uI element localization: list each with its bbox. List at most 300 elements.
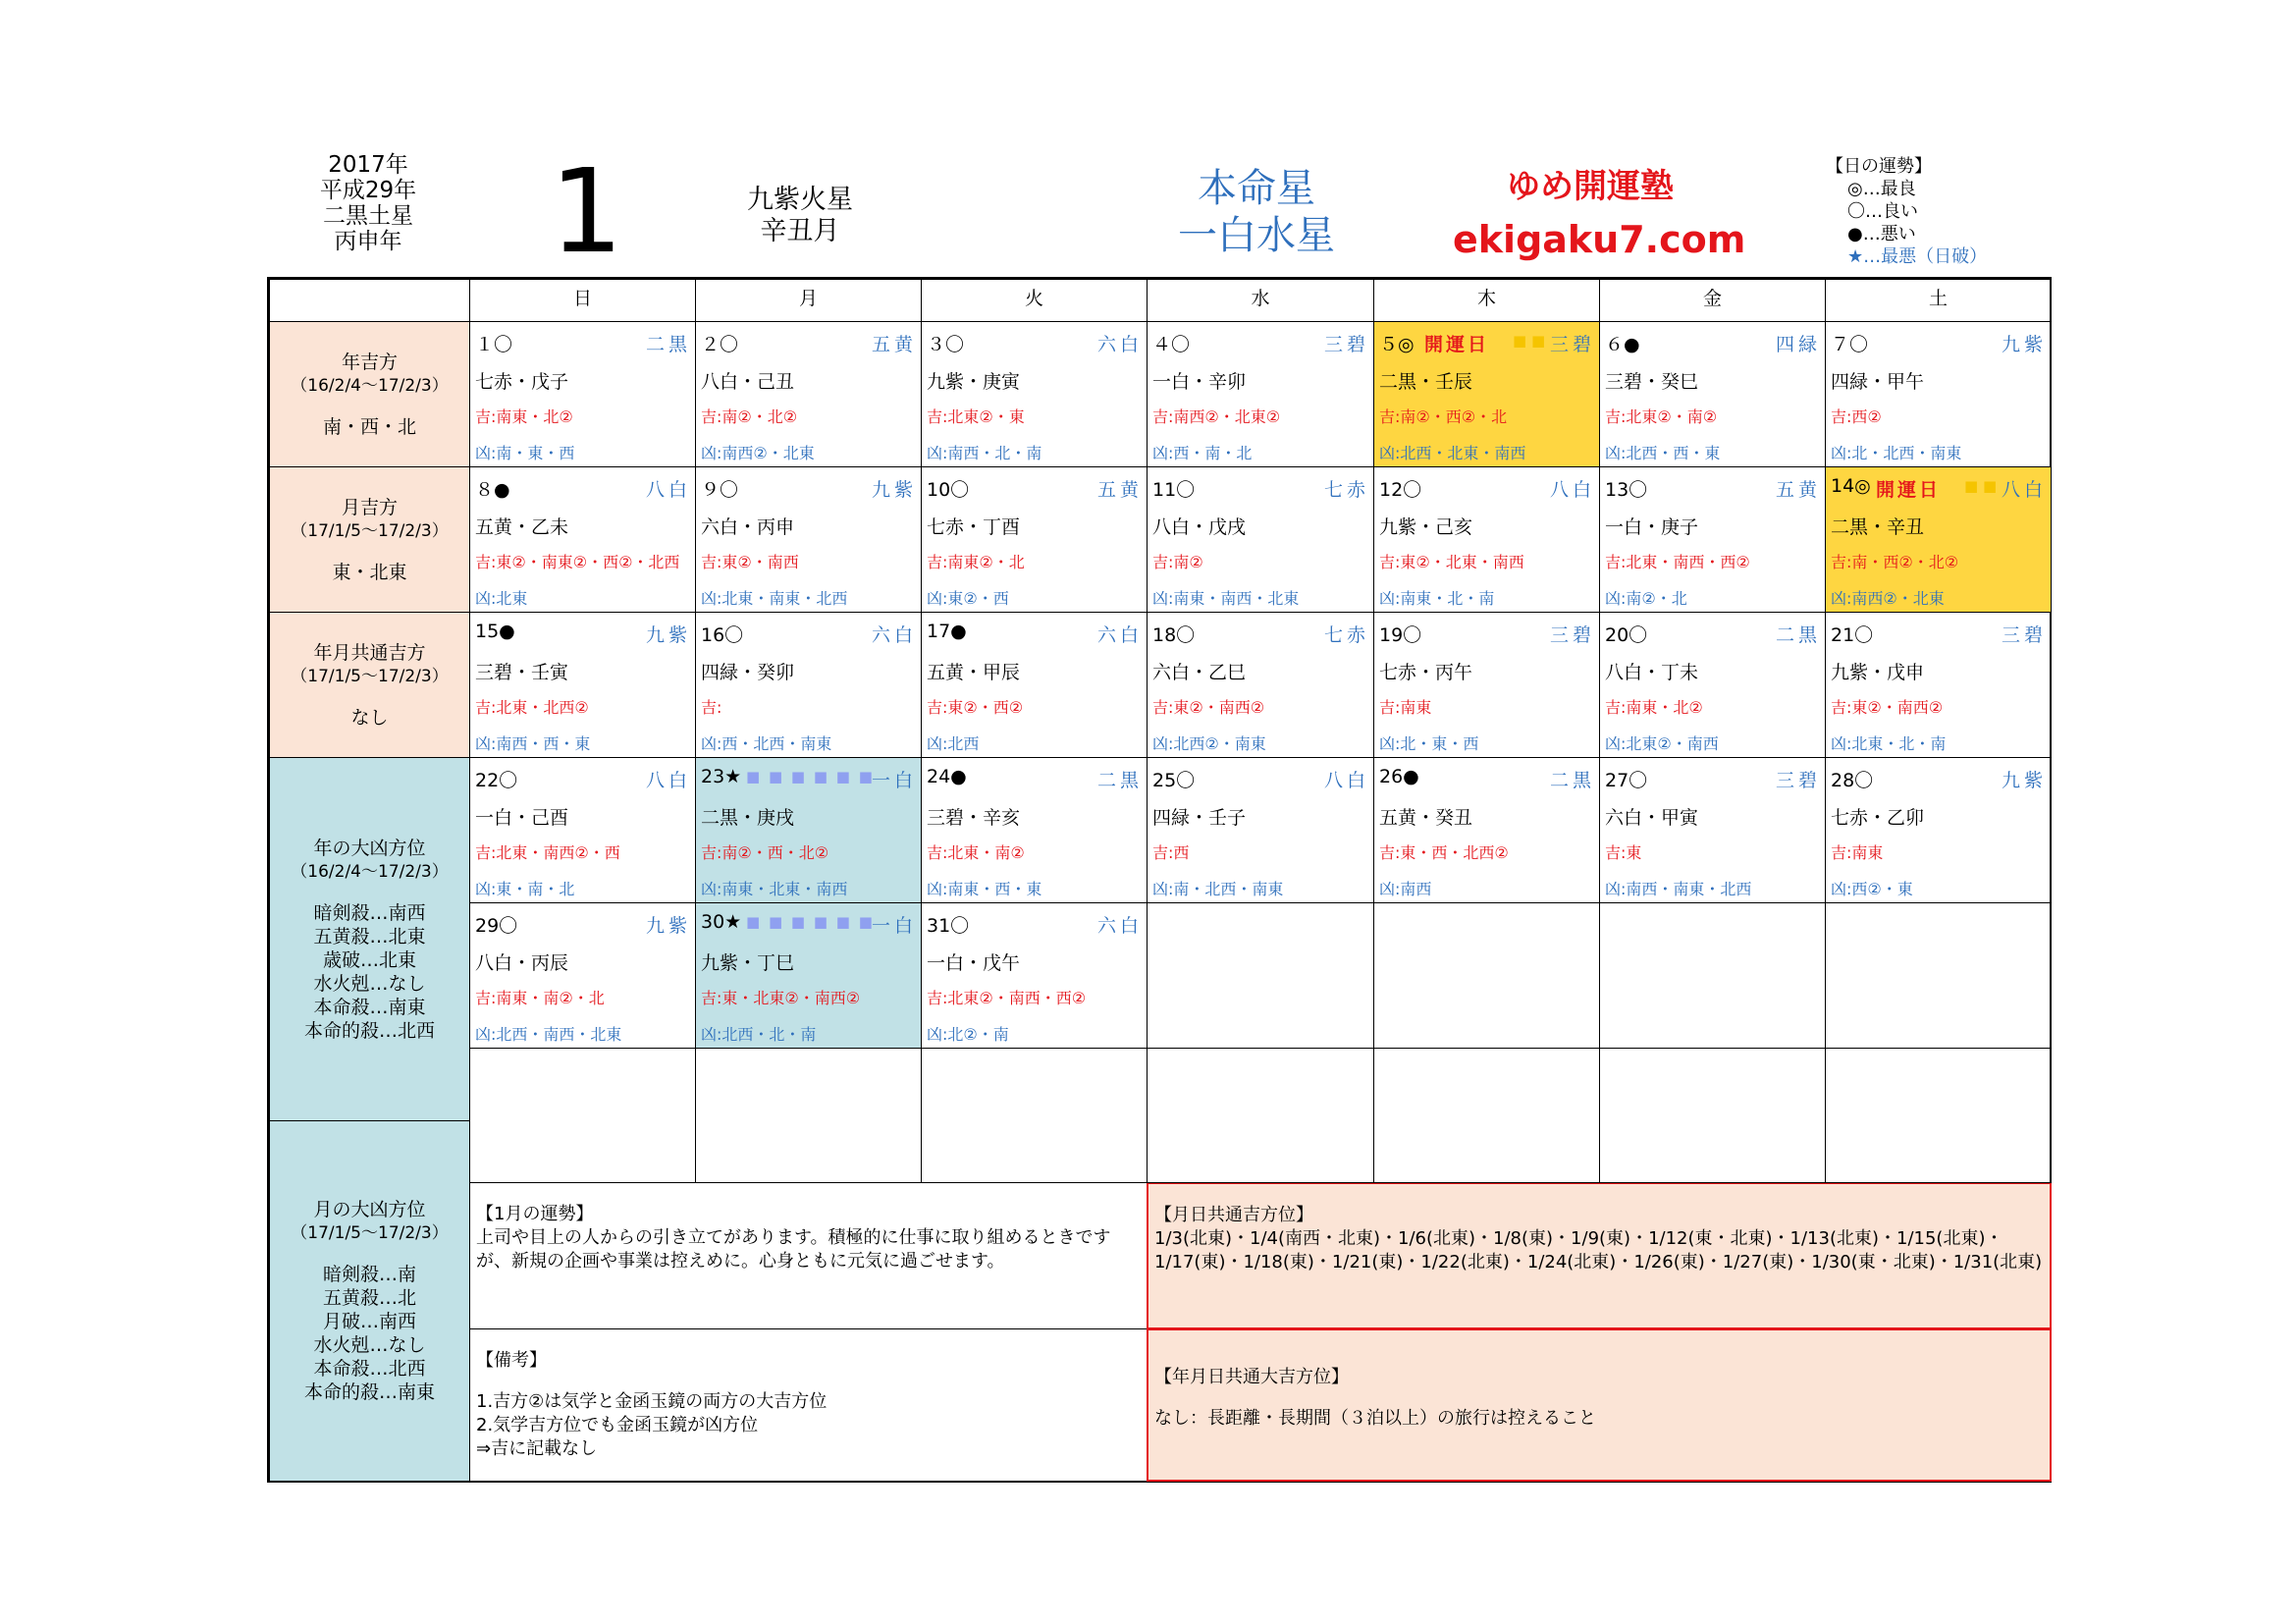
day-kichi: 吉:東②・南西 xyxy=(701,553,799,571)
day-number: ３〇 xyxy=(927,334,965,355)
day-kyo: 凶:北東②・南西 xyxy=(1605,734,1719,753)
weekday-header: 火 xyxy=(921,279,1148,322)
weekday-header: 日 xyxy=(469,279,696,322)
sidebar-title: 年月共通吉方 xyxy=(313,641,426,664)
weekday-header: 月 xyxy=(695,279,922,322)
day-top xyxy=(1379,766,1595,789)
day-number: ８● xyxy=(475,479,510,501)
day-kanshi: 五黄・癸丑 xyxy=(1379,807,1473,829)
sidebar-line: 本命的殺…南東 xyxy=(303,1381,435,1403)
day-kichi: 吉: xyxy=(701,698,722,717)
day-kyo: 凶:北西・南西・北東 xyxy=(475,1025,622,1044)
day-kyo: 凶:南・北西・南東 xyxy=(1152,880,1284,898)
day-cell xyxy=(921,612,1148,758)
day-top xyxy=(1605,330,1821,353)
day-kanshi: 八白・己丑 xyxy=(701,371,795,393)
weekday-header: 土 xyxy=(1825,279,2052,322)
sidebar-title: 年の大凶方位 xyxy=(313,837,426,859)
corner-cell xyxy=(269,279,470,322)
day-kyo: 凶:北西・北・南 xyxy=(701,1025,817,1044)
day-number: 29〇 xyxy=(475,915,518,937)
nine-star: 三碧 xyxy=(2001,624,2047,646)
nine-star: 八白 xyxy=(645,770,691,791)
day-kanshi: 八白・丙辰 xyxy=(475,952,569,974)
day-kyo: 凶:南・東・西 xyxy=(475,444,575,462)
day-kyo: 凶:北西・北東・南西 xyxy=(1379,444,1526,462)
great-common-note xyxy=(1147,1328,2052,1482)
nine-star: 六白 xyxy=(1096,915,1143,937)
day-top xyxy=(1379,475,1595,499)
day-kanshi: 一白・己酉 xyxy=(475,807,569,829)
day-cell xyxy=(469,757,696,903)
nine-star: 五黄 xyxy=(871,334,917,355)
great-common-title: 【年月日共通大吉方位】 xyxy=(1154,1367,1349,1387)
year-info xyxy=(294,152,442,254)
day-cell xyxy=(1147,321,1374,467)
day-number: 19〇 xyxy=(1379,624,1422,646)
nine-star: 五黄 xyxy=(1775,479,1821,501)
remarks-title: 【備考】 xyxy=(476,1350,547,1371)
day-kanshi: 六白・乙巳 xyxy=(1152,662,1247,683)
legend xyxy=(1826,155,1987,268)
year-line: 丙申年 xyxy=(334,229,402,254)
day-cell xyxy=(695,757,922,903)
day-top xyxy=(927,475,1143,499)
empty-day-cell xyxy=(921,1048,1148,1183)
worst-day-squares-icon: ■ ■ ■ ■ ■ ■ xyxy=(746,768,875,785)
nine-star: 九紫 xyxy=(645,915,691,937)
nine-star: 六白 xyxy=(871,624,917,646)
day-top xyxy=(927,621,1143,644)
day-kichi: 吉:南・西②・北② xyxy=(1831,553,1959,571)
legend-item: ●…悪い xyxy=(1847,224,1916,244)
day-kanshi: 一白・庚子 xyxy=(1605,516,1699,538)
day-kichi: 吉:南東②・北 xyxy=(927,553,1025,571)
nine-star: 八白 xyxy=(2001,479,2047,501)
day-cell xyxy=(469,612,696,758)
day-kanshi: 七赤・丁酉 xyxy=(927,516,1021,538)
day-top xyxy=(1152,766,1369,789)
day-cell xyxy=(1147,757,1374,903)
day-kanshi: 九紫・庚寅 xyxy=(927,371,1021,393)
empty-day-cell xyxy=(1599,1048,1826,1183)
day-kanshi: 四緑・甲午 xyxy=(1831,371,1925,393)
day-cell xyxy=(1147,612,1374,758)
day-kyo: 凶:北西・西・東 xyxy=(1605,444,1721,462)
day-number: 17● xyxy=(927,621,967,642)
empty-day-cell xyxy=(1147,1048,1374,1183)
day-kyo: 凶:北東・北・南 xyxy=(1831,734,1947,753)
day-kyo: 凶:南西②・北東 xyxy=(1831,589,1945,608)
day-top xyxy=(1831,330,2047,353)
day-top xyxy=(475,621,691,644)
day-kichi: 吉:北東②・南西・西② xyxy=(927,989,1087,1007)
legend-item: ★…最悪（日破） xyxy=(1847,246,1988,267)
nine-star: 三碧 xyxy=(1549,334,1595,355)
day-kanshi: 一白・戊午 xyxy=(927,952,1021,974)
day-kyo: 凶:北西 xyxy=(927,734,980,753)
sidebar-line: 水火剋…なし xyxy=(313,1334,426,1356)
empty-day-cell xyxy=(1373,902,1600,1049)
nine-star: 二黒 xyxy=(1775,624,1821,646)
nine-star: 一白 xyxy=(871,770,917,791)
month-star xyxy=(741,185,859,247)
day-kanshi: 六白・甲寅 xyxy=(1605,807,1699,829)
day-kanshi: 三碧・辛亥 xyxy=(927,807,1021,829)
day-top xyxy=(475,330,691,353)
fortune-note xyxy=(469,1182,1148,1329)
day-cell xyxy=(1373,612,1600,758)
day-kichi: 吉:南東・南②・北 xyxy=(475,989,605,1007)
day-kichi: 吉:南東 xyxy=(1831,843,1884,862)
day-cell xyxy=(1599,612,1826,758)
day-kyo: 凶:南東・西・東 xyxy=(927,880,1042,898)
day-kanshi: 八白・丁未 xyxy=(1605,662,1699,683)
day-kyo: 凶:南西 xyxy=(1379,880,1432,898)
day-kichi: 吉:東・北東②・南西② xyxy=(701,989,861,1007)
kaiun-label: 開運日 xyxy=(1424,334,1490,355)
day-number: 26● xyxy=(1379,766,1419,787)
day-kanshi: 二黒・辛丑 xyxy=(1831,516,1925,538)
day-kanshi: 七赤・丙午 xyxy=(1379,662,1473,683)
worst-day-squares-icon: ■ ■ ■ ■ ■ ■ xyxy=(746,913,875,931)
day-kyo: 凶:南西②・北東 xyxy=(701,444,815,462)
day-kichi: 吉:東②・北東・南西 xyxy=(1379,553,1524,571)
day-kanshi: 九紫・己亥 xyxy=(1379,516,1473,538)
day-kichi: 吉:南②・西②・北 xyxy=(1379,407,1508,426)
day-kichi: 吉:東②・南西② xyxy=(1152,698,1265,717)
day-number: 16〇 xyxy=(701,624,744,646)
nine-star: 五黄 xyxy=(1096,479,1143,501)
empty-day-cell xyxy=(1825,1048,2052,1183)
day-cell xyxy=(921,757,1148,903)
day-kanshi: 九紫・丁巳 xyxy=(701,952,795,974)
day-kichi: 吉:北東・南② xyxy=(927,843,1025,862)
day-kanshi: 六白・丙申 xyxy=(701,516,795,538)
day-top xyxy=(475,766,691,789)
day-number: 14◎ xyxy=(1831,475,1871,497)
day-cell xyxy=(1825,612,2052,758)
remarks-note xyxy=(469,1328,1148,1482)
sidebar-title: 月吉方 xyxy=(341,496,398,518)
day-kichi: 吉:南② xyxy=(1152,553,1203,571)
day-kichi: 吉:北東②・東 xyxy=(927,407,1025,426)
great-common-text: なし：長距離・長期間（３泊以上）の旅行は控えること xyxy=(1154,1408,1596,1429)
day-kichi: 吉:南②・北② xyxy=(701,407,798,426)
day-kyo: 凶:西・南・北 xyxy=(1152,444,1253,462)
day-kyo: 凶:西・北西・南東 xyxy=(701,734,832,753)
sidebar-month-kyo xyxy=(269,1120,470,1482)
day-kichi: 吉:東②・南東②・西②・北西 xyxy=(475,553,680,571)
day-kyo: 凶:南西・西・東 xyxy=(475,734,591,753)
day-kichi: 吉:西 xyxy=(1152,843,1190,862)
day-kanshi: 七赤・戊子 xyxy=(475,371,569,393)
day-number: 11〇 xyxy=(1152,479,1196,501)
highlight-squares-icon: ■ ■ xyxy=(1513,332,1546,350)
day-kichi: 吉:北東・北西② xyxy=(475,698,589,717)
day-cell xyxy=(1599,757,1826,903)
sidebar-range: （17/1/5～17/2/3） xyxy=(291,666,449,686)
day-top xyxy=(1831,475,2047,499)
day-top xyxy=(1379,330,1595,353)
day-number: 13〇 xyxy=(1605,479,1648,501)
day-cell xyxy=(469,466,696,613)
day-number: 18〇 xyxy=(1152,624,1196,646)
day-number: 22〇 xyxy=(475,770,518,791)
sidebar-year-kyo xyxy=(269,757,470,1121)
day-cell xyxy=(921,321,1148,467)
day-kichi: 吉:東②・西② xyxy=(927,698,1024,717)
day-kichi: 吉:南②・西・北② xyxy=(701,843,829,862)
day-kyo: 凶:北②・南 xyxy=(927,1025,1009,1044)
day-number: 31〇 xyxy=(927,915,970,937)
day-cell xyxy=(1373,757,1600,903)
day-top xyxy=(1605,475,1821,499)
day-cell xyxy=(469,321,696,467)
year-line: 平成29年 xyxy=(319,178,417,203)
month-number: 1 xyxy=(550,143,624,279)
sidebar-line: 本命殺…南東 xyxy=(313,996,426,1018)
day-top xyxy=(1605,621,1821,644)
nine-star: 九紫 xyxy=(2001,770,2047,791)
day-kichi: 吉:北東・南西②・西 xyxy=(475,843,620,862)
day-kanshi: 九紫・戊申 xyxy=(1831,662,1925,683)
sidebar-line: 暗剣殺…南西 xyxy=(313,901,426,924)
sidebar-value: なし xyxy=(350,706,389,729)
fortune-title: 【1月の運勢】 xyxy=(476,1204,594,1224)
sidebar-year-kichi xyxy=(269,321,470,467)
sidebar-line: 本命的殺…北西 xyxy=(303,1019,435,1042)
sidebar-line: 水火剋…なし xyxy=(313,972,426,995)
day-cell xyxy=(1825,466,2052,613)
common-day-text: 1/3(北東)・1/4(南西・北東)・1/6(北東)・1/8(東)・1/9(東)・1/12(東・北東)・1/13(北東)・1/15(北東)・1/17(東)・1/18(東)・1/21(東)・1/22(北東)・1/24(北東)・1/26(東)・1/27(東)・1/30(東・北東)・1/31(北東) xyxy=(1154,1228,2043,1272)
day-cell xyxy=(1825,757,2052,903)
day-kichi: 吉:南東・北② xyxy=(1605,698,1703,717)
brand-site: ekigaku7.com xyxy=(1453,218,1746,261)
day-number: ７〇 xyxy=(1831,334,1869,355)
day-kyo: 凶:南西・北・南 xyxy=(927,444,1042,462)
empty-day-cell xyxy=(1147,902,1374,1049)
remarks-line: 2.気学吉方位でも金函玉鏡が凶方位 xyxy=(476,1415,759,1435)
day-top xyxy=(701,621,917,644)
day-kyo: 凶:南東・北東・南西 xyxy=(701,880,848,898)
honmei-line: 本命星 xyxy=(1198,166,1315,211)
day-top xyxy=(701,475,917,499)
nine-star: 七赤 xyxy=(1323,479,1369,501)
day-top xyxy=(475,475,691,499)
empty-day-cell xyxy=(1599,902,1826,1049)
day-number: ６● xyxy=(1605,334,1640,355)
day-cell xyxy=(695,612,922,758)
day-top xyxy=(1379,621,1595,644)
day-kichi: 吉:南西②・北東② xyxy=(1152,407,1281,426)
remarks-line: ⇒吉に記載なし xyxy=(476,1438,598,1459)
day-top xyxy=(1831,766,2047,789)
day-kyo: 凶:北東・南東・北西 xyxy=(701,589,848,608)
nine-star: 六白 xyxy=(1096,334,1143,355)
sidebar-value: 東・北東 xyxy=(332,561,407,583)
day-kanshi: 一白・辛卯 xyxy=(1152,371,1247,393)
day-top xyxy=(475,911,691,935)
day-cell xyxy=(695,902,922,1049)
day-number: ２〇 xyxy=(701,334,739,355)
nine-star: 七赤 xyxy=(1323,624,1369,646)
nine-star: 三碧 xyxy=(1549,624,1595,646)
brand-name: ゆめ開運塾 xyxy=(1507,167,1674,206)
day-kichi: 吉:南東・北② xyxy=(475,407,573,426)
sidebar-line: 暗剣殺…南 xyxy=(322,1264,416,1285)
remarks-line: 1.吉方②は気学と金函玉鏡の両方の大吉方位 xyxy=(476,1391,828,1412)
sidebar-value: 南・西・北 xyxy=(322,415,416,438)
day-kichi: 吉:東②・南西② xyxy=(1831,698,1944,717)
nine-star: 八白 xyxy=(1549,479,1595,501)
empty-day-cell xyxy=(1373,1048,1600,1183)
day-kyo: 凶:北東 xyxy=(475,589,528,608)
weekday-header: 金 xyxy=(1599,279,1826,322)
nine-star: 二黒 xyxy=(1096,770,1143,791)
nine-star: 三碧 xyxy=(1775,770,1821,791)
day-top xyxy=(701,330,917,353)
day-number: 23★ xyxy=(701,766,742,787)
day-number: 12〇 xyxy=(1379,479,1422,501)
nine-star: 二黒 xyxy=(645,334,691,355)
day-top xyxy=(1152,475,1369,499)
day-cell xyxy=(1373,466,1600,613)
nine-star: 八白 xyxy=(645,479,691,501)
day-number: ５◎ xyxy=(1379,334,1415,355)
fortune-text: 上司や目上の人からの引き立てがあります。積極的に仕事に取り組めるときですが、新規の企画や事業は控えめに。心身ともに元気に過ごせます。 xyxy=(476,1227,1111,1272)
common-day-title: 【月日共通吉方位】 xyxy=(1154,1205,1313,1225)
nine-star: 四緑 xyxy=(1775,334,1821,355)
day-kyo: 凶:東②・西 xyxy=(927,589,1009,608)
nine-star: 二黒 xyxy=(1549,770,1595,791)
sidebar-title: 年吉方 xyxy=(341,351,398,373)
day-top xyxy=(1152,621,1369,644)
day-kyo: 凶:北・東・西 xyxy=(1379,734,1479,753)
day-kichi: 吉:西② xyxy=(1831,407,1882,426)
honmei-star xyxy=(1153,165,1360,259)
day-cell xyxy=(1599,466,1826,613)
day-top xyxy=(1152,330,1369,353)
sidebar-month-kichi xyxy=(269,466,470,613)
day-cell xyxy=(695,466,922,613)
empty-day-cell xyxy=(1825,902,2052,1049)
empty-day-cell xyxy=(469,1048,696,1183)
day-top xyxy=(927,911,1143,935)
day-top xyxy=(927,766,1143,789)
calendar-grid xyxy=(267,277,2052,1483)
day-kichi: 吉:東 xyxy=(1605,843,1642,862)
day-number: 30★ xyxy=(701,911,742,933)
legend-item: 〇…良い xyxy=(1847,201,1918,222)
day-kyo: 凶:南東・北・南 xyxy=(1379,589,1495,608)
year-line: 2017年 xyxy=(328,152,408,178)
sidebar-line: 本命殺…北西 xyxy=(313,1358,426,1380)
day-kanshi: 五黄・甲辰 xyxy=(927,662,1021,683)
legend-item: ◎…最良 xyxy=(1847,179,1916,199)
day-kyo: 凶:北西②・南東 xyxy=(1152,734,1266,753)
day-top xyxy=(701,766,917,789)
honmei-line: 一白水星 xyxy=(1178,213,1335,258)
day-kanshi: 四緑・癸卯 xyxy=(701,662,795,683)
day-kanshi: 八白・戊戌 xyxy=(1152,516,1247,538)
day-kyo: 凶:南西・南東・北西 xyxy=(1605,880,1752,898)
day-kanshi: 四緑・壬子 xyxy=(1152,807,1247,829)
nine-star: 三碧 xyxy=(1323,334,1369,355)
legend-title: 【日の運勢】 xyxy=(1826,156,1932,177)
highlight-squares-icon: ■ ■ xyxy=(1964,477,1998,495)
nine-star: 八白 xyxy=(1323,770,1369,791)
nine-star: 九紫 xyxy=(2001,334,2047,355)
day-number: ９〇 xyxy=(701,479,739,501)
day-number: １〇 xyxy=(475,334,513,355)
day-top xyxy=(1831,621,2047,644)
day-number: ４〇 xyxy=(1152,334,1191,355)
day-cell xyxy=(1147,466,1374,613)
day-number: 10〇 xyxy=(927,479,970,501)
weekday-header: 木 xyxy=(1373,279,1600,322)
day-kanshi: 三碧・癸巳 xyxy=(1605,371,1699,393)
day-cell xyxy=(1599,321,1826,467)
day-kichi: 吉:北東②・南② xyxy=(1605,407,1718,426)
nine-star: 九紫 xyxy=(871,479,917,501)
day-cell xyxy=(1373,321,1600,467)
sidebar-range: （17/1/5～17/2/3） xyxy=(291,1223,449,1243)
sidebar-title: 月の大凶方位 xyxy=(313,1199,426,1220)
sidebar-line: 五黄殺…北 xyxy=(322,1287,416,1309)
day-kichi: 吉:東・西・北西② xyxy=(1379,843,1509,862)
weekday-header: 水 xyxy=(1147,279,1374,322)
day-number: 28〇 xyxy=(1831,770,1874,791)
sidebar-range: （17/1/5～17/2/3） xyxy=(291,520,449,541)
day-top xyxy=(1605,766,1821,789)
day-cell xyxy=(695,321,922,467)
month-star-line: 辛丑月 xyxy=(760,216,840,246)
day-number: 15● xyxy=(475,621,515,642)
day-kichi: 吉:南東 xyxy=(1379,698,1432,717)
day-kyo: 凶:南東・南西・北東 xyxy=(1152,589,1300,608)
sidebar-line: 五黄殺…北東 xyxy=(313,925,426,947)
day-cell xyxy=(921,466,1148,613)
day-number: 27〇 xyxy=(1605,770,1648,791)
day-cell xyxy=(469,902,696,1049)
sidebar-range: （16/2/4～17/2/3） xyxy=(291,375,449,396)
day-kanshi: 三碧・壬寅 xyxy=(475,662,569,683)
day-kyo: 凶:西②・東 xyxy=(1831,880,1913,898)
day-top xyxy=(701,911,917,935)
day-number: 25〇 xyxy=(1152,770,1196,791)
nine-star: 九紫 xyxy=(645,624,691,646)
day-number: 24● xyxy=(927,766,967,787)
kaiun-label: 開運日 xyxy=(1876,479,1942,501)
common-day-note xyxy=(1147,1182,2052,1329)
sidebar-range: （16/2/4～17/2/3） xyxy=(291,861,449,882)
sidebar-line: 月破…南西 xyxy=(322,1311,416,1332)
day-kanshi: 二黒・壬辰 xyxy=(1379,371,1473,393)
sidebar-common-kichi xyxy=(269,612,470,758)
day-cell xyxy=(921,902,1148,1049)
year-line: 二黒土星 xyxy=(323,203,413,229)
day-cell xyxy=(1825,321,2052,467)
sidebar-line: 歳破…北東 xyxy=(322,948,416,971)
day-kichi: 吉:北東・南西・西② xyxy=(1605,553,1750,571)
day-kyo: 凶:南②・北 xyxy=(1605,589,1687,608)
day-number: 21〇 xyxy=(1831,624,1874,646)
day-kanshi: 七赤・乙卯 xyxy=(1831,807,1925,829)
nine-star: 六白 xyxy=(1096,624,1143,646)
day-kyo: 凶:北・北西・南東 xyxy=(1831,444,1962,462)
month-star-line: 九紫火星 xyxy=(747,185,853,215)
